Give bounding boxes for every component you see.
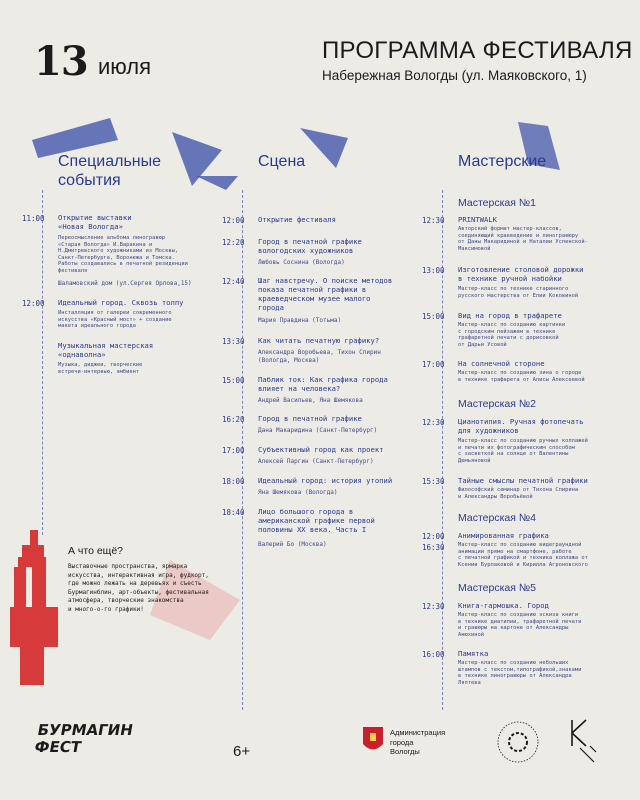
- blue-stamp-3: [300, 128, 348, 168]
- workshop-desc: Мастер-класс по созданию эскиза книги в технике диатипии, трафаретной печати и гравюры на картоне от Александры Анюхиной: [458, 612, 582, 638]
- stage-time: 12:20: [222, 238, 245, 247]
- stage-author: Любовь Соснина (Вологда): [258, 259, 345, 266]
- stage-title: Шаг навстречу. О поиске методов показа печатной графики в краеведческом музее малого города: [258, 276, 393, 312]
- special-author: Шаламовский дом (ул.Сергея Орлова,15): [58, 280, 192, 287]
- stage-author: Яна Шемякова (Вологда): [258, 489, 338, 496]
- special-desc: Инсталляция от галереи современного искусства «Красный мост» + создание макета идеального города: [58, 310, 172, 330]
- program-title: ПРОГРАММА ФЕСТИВАЛЯ: [322, 37, 633, 64]
- stage-author: Андрей Васильев, Яна Шемякова: [258, 397, 363, 404]
- stage-author: Валерий Бо (Москва): [258, 541, 327, 548]
- workshop-desc: Мастер-класс по созданию картинки с городским пейзажем в технике трафаретной печати с дорисовкой от Дарьи Усовой: [458, 322, 566, 348]
- stage-title: Паблик ток: Как графика города влияет на человека?: [258, 375, 388, 393]
- administration-label: Администрация города Вологды: [390, 728, 446, 756]
- workshop-title: Книга-гармошка. Город: [458, 601, 549, 610]
- stage-author: Дана Макаридина (Санкт-Петербург): [258, 427, 378, 434]
- column-title-workshops: Мастерские: [458, 153, 547, 170]
- stage-title: Город в печатной графике вологодских художников: [258, 237, 362, 255]
- festival-place: Набережная Вологды (ул. Маяковского, 1): [322, 68, 587, 83]
- column-title-stage: Сцена: [258, 153, 306, 170]
- workshop-section-title: Мастерская №5: [458, 582, 536, 594]
- special-desc: Музыка, диджеи, творческие встречи-интервью, эмбиент: [58, 362, 143, 375]
- special-desc: Переосмысление альбома линогравюр «Старая Вологда» И.Варакина и Н.Дмитревского художниками из Москвы, Санкт-Петербурга, Воронежа и Томска. Работы создавались в печатной резиденции фестиваля: [58, 235, 188, 274]
- stage-title: Идеальный город: история утопий: [258, 476, 393, 485]
- stage-time: 13:30: [222, 337, 245, 346]
- stage-time: 16:20: [222, 415, 245, 424]
- partner-k-logo-icon: [566, 716, 602, 768]
- stage-time: 17:00: [222, 446, 245, 455]
- age-rating: 6+: [233, 743, 251, 760]
- special-time: 11:00: [22, 214, 45, 223]
- workshop-time: 17:00: [422, 360, 445, 369]
- special-title: Музыкальная мастерская «однаволна»: [58, 341, 154, 359]
- workshop-title: Цианотипия. Ручная фотопечать для художников: [458, 417, 584, 435]
- workshop-time: 12:00 16:30: [422, 532, 445, 552]
- workshop-time: 16:00: [422, 650, 445, 659]
- workshop-desc: Авторский формат мастер-классов, соединяющий краеведение и линогравюру от Даны Макаридиной и Наталии Успенской- Максимовой: [458, 226, 588, 252]
- stage-time: 15:00: [222, 376, 245, 385]
- workshop-time: 12:30: [422, 602, 445, 611]
- workshop-title: Памятка: [458, 649, 489, 658]
- stage-title: Лицо большого города в американской графике первой половины XX века. Часть I: [258, 507, 375, 534]
- workshop-title: Вид на город в трафарете: [458, 311, 562, 320]
- stage-title: Субъективный город как проект: [258, 445, 384, 454]
- workshop-title: Анимированная графика: [458, 531, 549, 540]
- stage-author: Алексей Паргин (Санкт-Петербург): [258, 458, 374, 465]
- workshop-title: PRINTWALK: [458, 215, 497, 224]
- what-else-text: Выставочные пространства, ярмарка искусства, интерактивная игра, фудкорт, где можно лежать на деревьях и съесть Бурмагинблин, арт-объекты, фестивальная атмосфера, творческие знакомства и много-о-го графики!: [68, 563, 209, 613]
- blue-stamp-5: [196, 176, 238, 190]
- coat-of-arms-icon: [362, 726, 384, 756]
- red-tower-figure: [10, 530, 58, 685]
- workshop-time: 15:00: [422, 312, 445, 321]
- stage-title: Город в печатной графике: [258, 414, 362, 423]
- workshop-time: 13:00: [422, 266, 445, 275]
- workshop-desc: Мастер-класс по созданию ручных коллажей и печати их фотографическим способом с засветкой на солнце от Валентины Демьяновой: [458, 438, 588, 464]
- stage-author: Александра Воробьева, Тихон Спирин (Вологда, Москва): [258, 349, 381, 364]
- workshop-desc: Философский семинар от Тихона Спирина и Александры Воробьёвой: [458, 487, 579, 500]
- workshop-time: 15:30: [422, 477, 445, 486]
- special-title: Открытие выставки «Новая Вологда»: [58, 213, 132, 231]
- workshop-title: Тайные смыслы печатной графики: [458, 476, 588, 485]
- workshop-section-title: Мастерская №1: [458, 197, 536, 209]
- workshop-desc: Мастер-класс по технике старинного русского мастерства от Елии Коковиной: [458, 286, 579, 299]
- date-month: июля: [98, 54, 152, 79]
- workshop-title: Изготовление столовой дорожки в технике ручной набойки: [458, 265, 584, 283]
- special-time: 12:00: [22, 299, 45, 308]
- what-else-title: А что ещё?: [68, 545, 123, 557]
- workshop-time: 12:30: [422, 216, 445, 225]
- column-title-special: Специальные события: [58, 153, 162, 189]
- festival-logo: БУРМАГИН ФЕСТ: [33, 721, 135, 756]
- stage-time: 12:00: [222, 216, 245, 225]
- stage-time: 18:40: [222, 508, 245, 517]
- date-day: 13: [34, 38, 88, 85]
- stage-title: Как читать печатную графику?: [258, 336, 380, 345]
- workshop-section-title: Мастерская №4: [458, 512, 536, 524]
- workshop-desc: Мастер-класс по созданию небольших штампов с текстом,типографикой,знаками в технике линогравюры от Александра Ляптева: [458, 660, 582, 686]
- workshop-desc: Мастер-класс по созданию видеграундной анимации прямо на смартфоне, работе с печатной графикой и техника коллажа от Ксении Бурлаковой и Кирилла Агроновского: [458, 542, 588, 568]
- stage-title: Открытие фестиваля: [258, 215, 336, 224]
- stage-author: Мария Правдина (Тотьма): [258, 317, 342, 324]
- divider-special: [42, 190, 43, 535]
- workshop-section-title: Мастерская №2: [458, 398, 536, 410]
- workshop-title: На солнечной стороне: [458, 359, 545, 368]
- special-title: Идеальный город. Сквозь толпу: [58, 298, 184, 307]
- partner-circle-logo-icon: [496, 720, 540, 764]
- stage-time: 18:00: [222, 477, 245, 486]
- workshop-time: 12:30: [422, 418, 445, 427]
- stage-time: 12:40: [222, 277, 245, 286]
- workshop-desc: Мастер-класс по созданию зина о городе в технике трафарета от Алисы Алексеевой: [458, 370, 585, 383]
